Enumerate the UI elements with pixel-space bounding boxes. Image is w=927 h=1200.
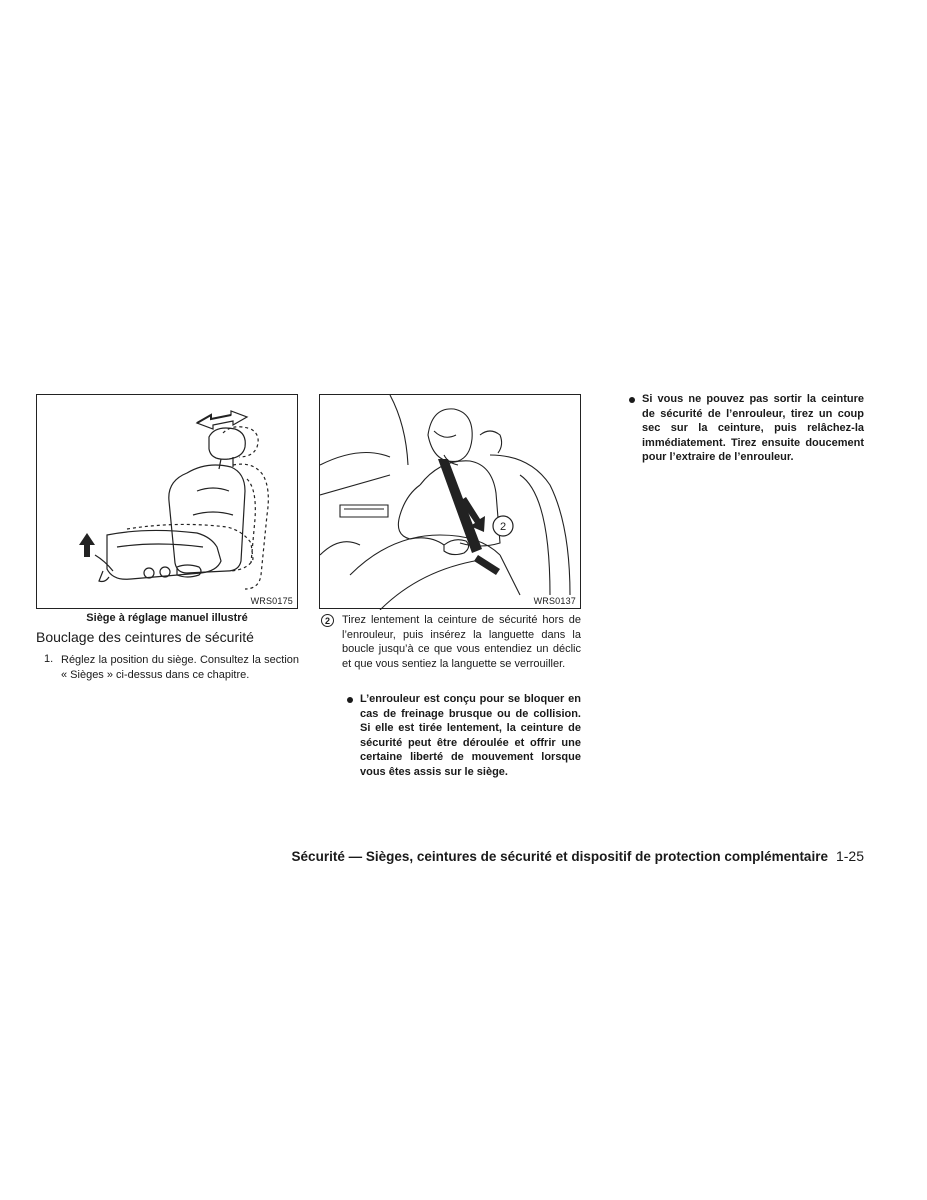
- step-number: 2: [321, 614, 334, 627]
- seatbelt-illustration: [320, 395, 582, 610]
- step-number: 1.: [44, 653, 54, 665]
- bullet-text: L’enrouleur est conçu pour se bloquer en cas de freinage brusque ou de collision. Si elle est tirée lentement, la ceinture de sécurité peut être déroulée et offrir une certaine liberté de mouvement lorsque vous êtes assis sur le siège.: [360, 693, 581, 778]
- step-text: Tirez lentement la ceinture de sécurité hors de l’enrouleur, puis insérez la languette dans la boucle jusqu’à ce que vous entendiez un déclic et que vous sentiez la languette se verrouiller.: [342, 614, 581, 670]
- bullet-icon: [629, 397, 635, 403]
- figure-callout: 2: [499, 521, 507, 533]
- figure-caption: Siège à réglage manuel illustré: [86, 612, 248, 624]
- figure-code: WRS0175: [250, 596, 293, 606]
- seatbelt-figure: [319, 394, 581, 609]
- footer-title: Sécurité — Sièges, ceintures de sécurité et dispositif de protection complémentaire: [291, 849, 828, 864]
- bullet-icon: [347, 697, 353, 703]
- step-text: Réglez la position du siège. Consultez la section « Sièges » ci-dessus dans ce chapitre.: [61, 654, 299, 681]
- figure-code: WRS0137: [533, 596, 576, 606]
- seat-figure: [36, 394, 298, 609]
- section-heading: Bouclage des ceintures de sécurité: [36, 629, 254, 645]
- page-number: 1-25: [835, 848, 864, 864]
- page-footer: [0, 848, 864, 864]
- bullet-text: Si vous ne pouvez pas sortir la ceinture de sécurité de l’enrouleur, tirez un coup sec sur la ceinture, puis relâchez-la immédiatement. Tirez ensuite doucement pour l’extraire de l’enrouleur.: [642, 393, 864, 463]
- seat-illustration: [37, 395, 299, 610]
